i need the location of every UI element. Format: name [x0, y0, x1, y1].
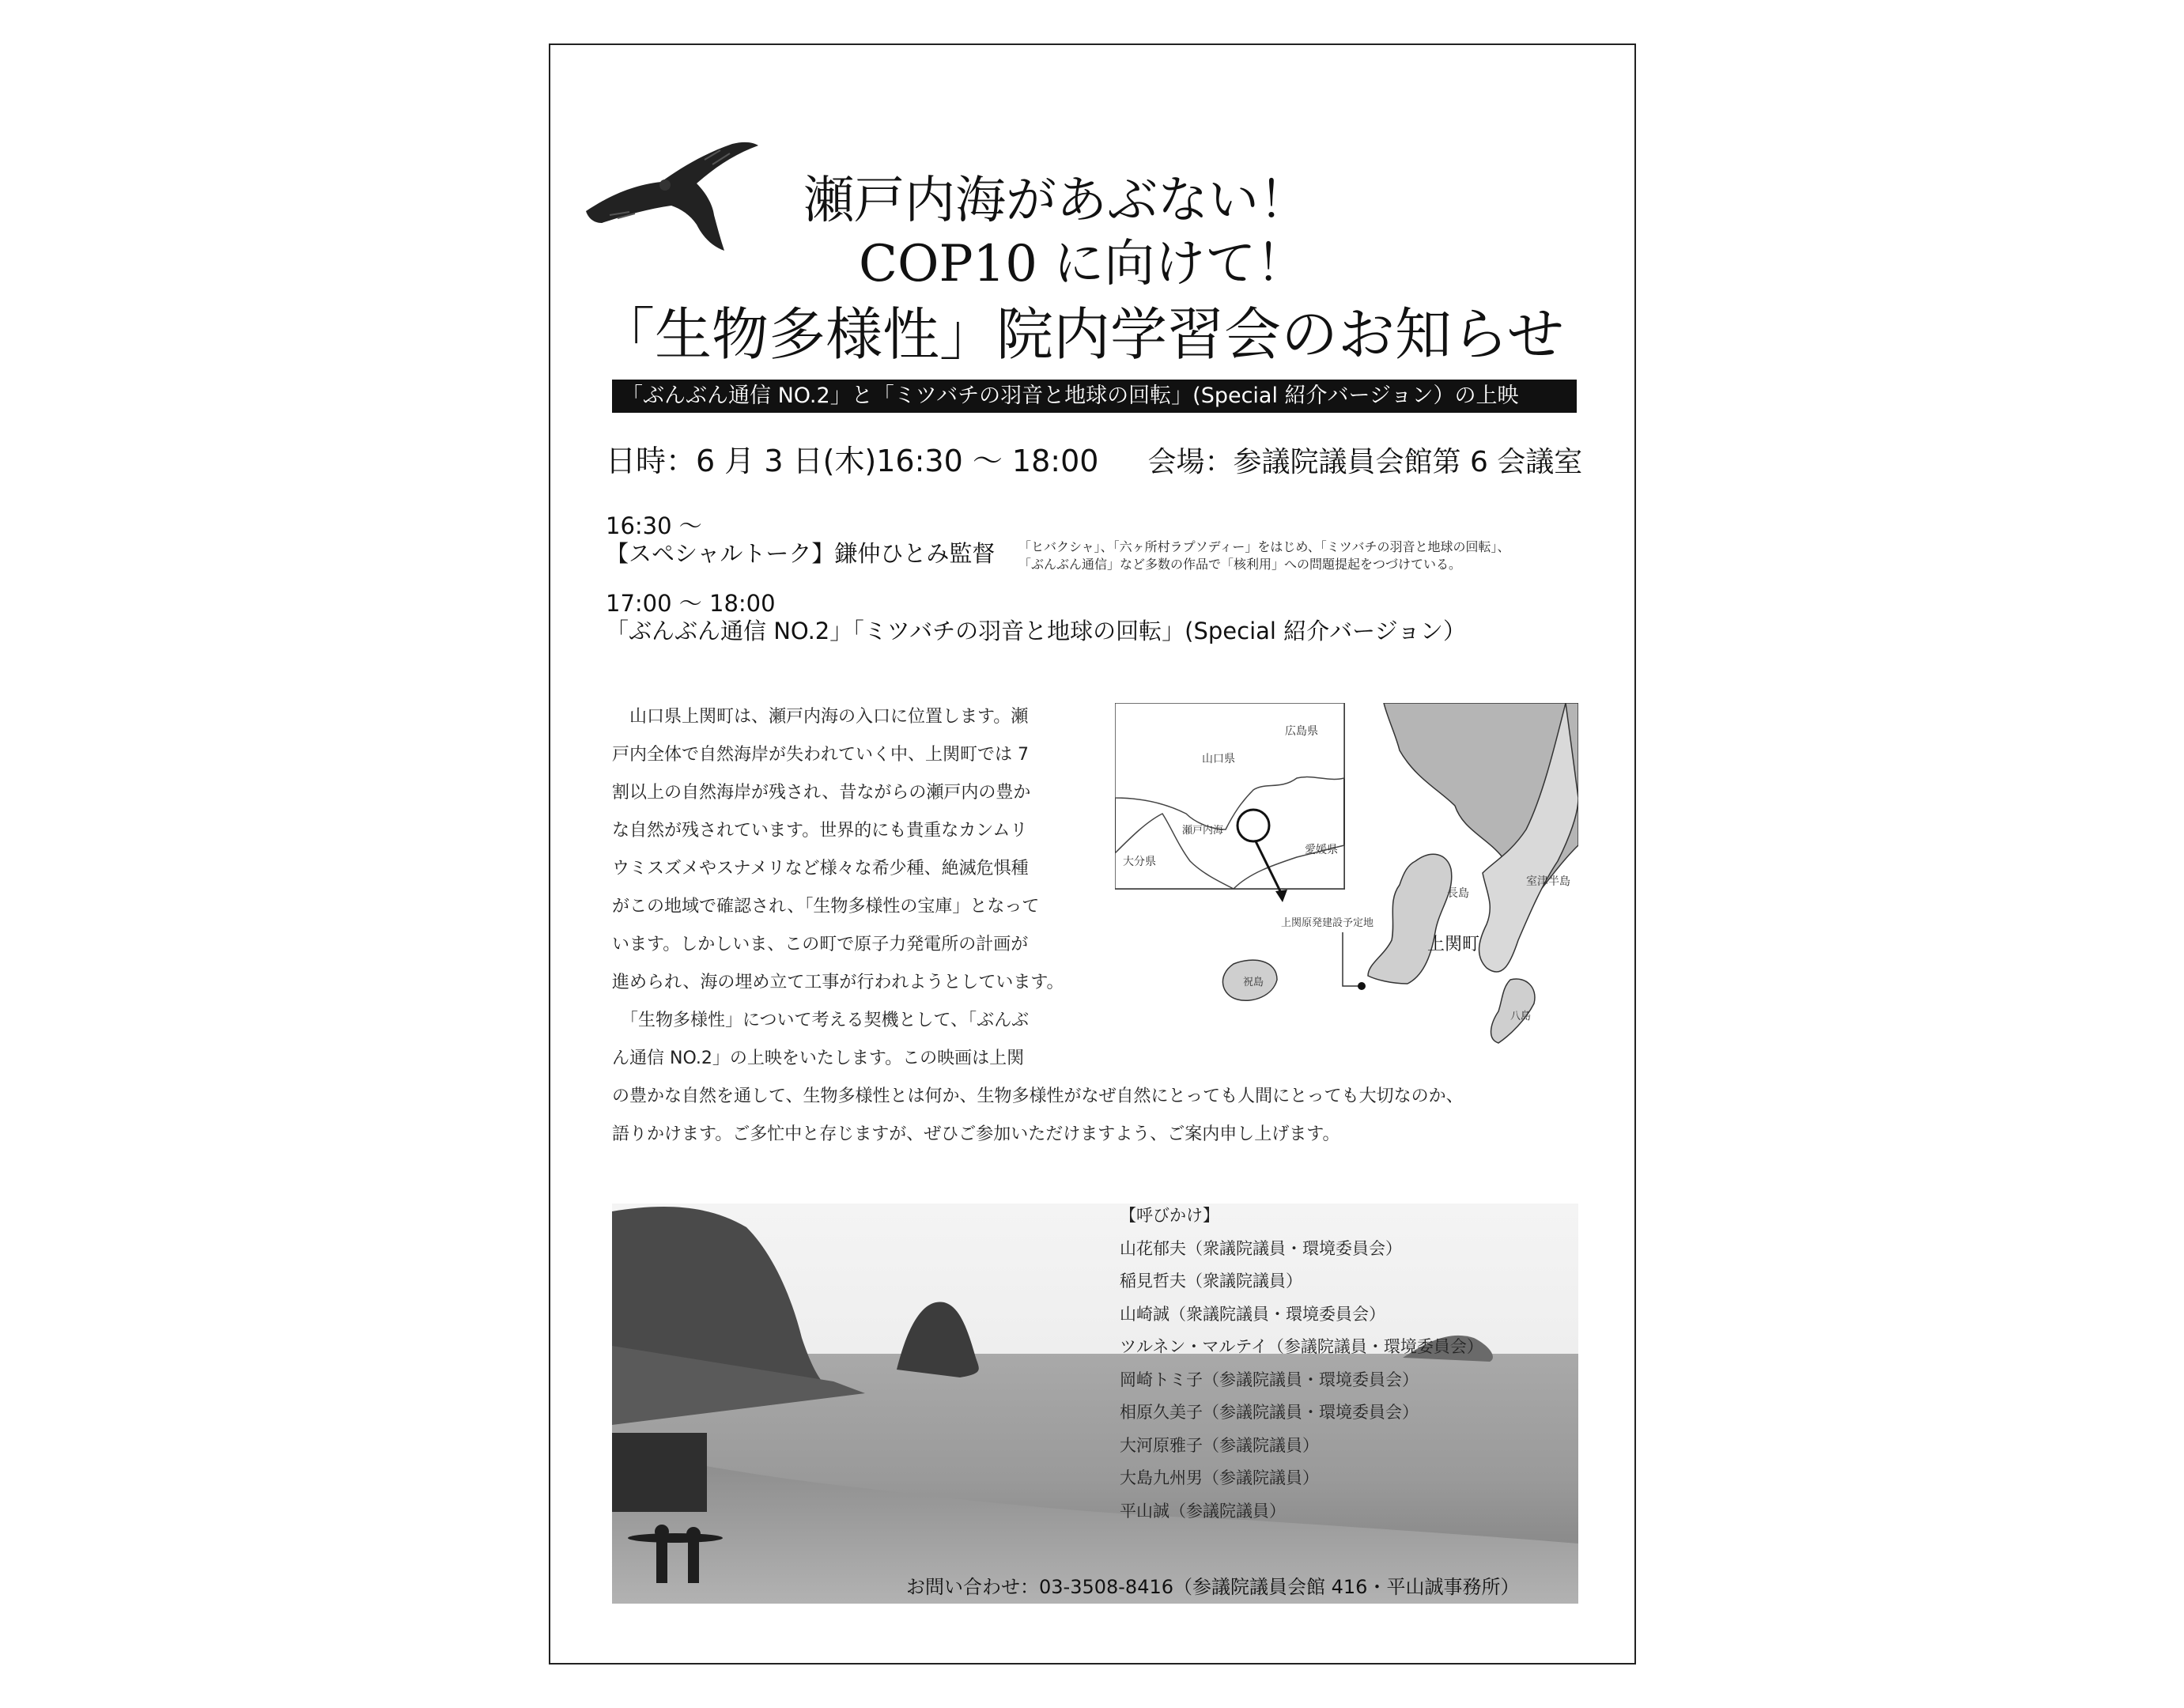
map-label-site: 上関原発建設予定地 — [1281, 916, 1374, 928]
body-line: 語りかけます。ご多忙中と存じますが、ぜひご参加いただけますよう、ご案内申し上げます。 — [612, 1124, 1340, 1144]
screening-banner: 「ぶんぶん通信 NO.2」と「ミツバチの羽音と地球の回転」(Special 紹介バージョン）の上映 — [612, 380, 1577, 413]
kaminoseki-map — [1115, 703, 1578, 1060]
body-line: ん通信 NO.2」の上映をいたします。この映画は上関 — [612, 1049, 1025, 1068]
map-label-kaminoseki: 上関町 — [1427, 934, 1480, 954]
organizer-name: 平山誠（参議院議員） — [1120, 1501, 1286, 1521]
director-note — [1018, 538, 1510, 572]
body-line: ウミスズメやスナメリなど様々な希少種、絶滅危惧種 — [612, 859, 1029, 879]
body-line: 割以上の自然海岸が残され、昔ながらの瀬戸内の豊か — [612, 783, 1031, 803]
event-info — [606, 436, 1582, 480]
organizer-name: 岡崎トミ子（参議院議員・環境委員会） — [1120, 1370, 1419, 1389]
organizer-name: ツルネン・マルテイ（参議院議員・環境委員会） — [1120, 1337, 1483, 1356]
map-label-nagashima: 長島 — [1447, 886, 1469, 899]
kite-bird-icon — [586, 136, 760, 263]
body-line: の豊かな自然を通して、生物多様性とは何か、生物多様性がなぜ自然にとっても人間にとっても大切なのか、 — [612, 1086, 1464, 1106]
body-line: 山口県上関町は、瀬戸内海の入口に位置します。瀬 — [612, 707, 1029, 727]
schedule-time-1: 16:30 〜 — [606, 512, 702, 539]
schedule-title-1: 【スペシャルトーク】鎌仲ひとみ監督 — [606, 540, 996, 567]
schedule-time-2: 17:00 〜 18:00 — [606, 590, 776, 617]
organizers-heading: 【呼びかけ】 — [1120, 1206, 1219, 1225]
organizers-list — [1120, 1200, 1483, 1528]
director-note-line-1: 「ヒバクシャ」、「六ヶ所村ラプソディー」をはじめ、「ミツバチの羽音と地球の回転」、 — [1018, 539, 1510, 554]
organizer-name: 山花郁夫（衆議院議員・環境委員会） — [1120, 1238, 1402, 1258]
organizer-name: 大島九州男（参議院議員） — [1120, 1468, 1319, 1487]
body-text-wide — [612, 1078, 1585, 1154]
organizer-name: 相原久美子（参議院議員・環境委員会） — [1120, 1403, 1419, 1422]
organizer-name: 山崎誠（衆議院議員・環境委員会） — [1120, 1304, 1385, 1324]
organizer-name: 稲見哲夫（衆議院議員） — [1120, 1272, 1302, 1290]
map-label-hiroshima: 広島県 — [1285, 724, 1318, 737]
map-label-oita: 大分県 — [1123, 855, 1156, 867]
body-line: 「生物多様性」について考える契機として、「ぶんぶ — [612, 1011, 1030, 1030]
body-line: な自然が残されています。世界的にも貴重なカンムリ — [612, 821, 1028, 841]
event-venue: 会場：参議院議員会館第 6 会議室 — [1147, 446, 1583, 478]
map-label-yamaguchi: 山口県 — [1202, 752, 1235, 765]
body-line: います。しかしいま、この町で原子力発電所の計画が — [612, 935, 1029, 954]
map-label-yashima: 八島 — [1510, 1010, 1532, 1022]
title-line-3: 「生物多様性」院内学習会のお知らせ — [598, 301, 1564, 368]
title-line-2: COP10 に向けて！ — [859, 235, 1307, 293]
map-label-murotsu: 室津半島 — [1526, 875, 1570, 887]
body-line: 戸内全体で自然海岸が失われていく中、上関町では 7 — [612, 745, 1029, 765]
map-label-iwaishima: 祝島 — [1243, 976, 1264, 988]
title-line-1: 瀬戸内海があぶない！ — [803, 172, 1309, 230]
flyer-page — [549, 43, 1636, 1665]
director-note-line-2: 「ぶんぶん通信」など多数の作品で「核利用」への問題提起をつづけている。 — [1018, 556, 1462, 572]
body-text-column — [612, 698, 1102, 1078]
event-datetime: 日時：6 月 3 日(木)16:30 〜 18:00 — [606, 444, 1099, 478]
map-label-ehime: 愛媛県 — [1305, 843, 1338, 856]
organizer-name: 大河原雅子（参議院議員） — [1120, 1435, 1319, 1455]
inquiry-contact: お問い合わせ：03-3508-8416（参議院議員会館 416・平山誠事務所） — [906, 1576, 1520, 1598]
map-label-seto: 瀬戸内海 — [1182, 824, 1224, 836]
body-line: 進められ、海の埋め立て工事が行われようとしています。 — [612, 973, 1064, 992]
schedule-title-2: 「ぶんぶん通信 NO.2」「ミツバチの羽音と地球の回転」(Special 紹介バージョン） — [606, 618, 1467, 644]
body-line: がこの地域で確認され、「生物多様性の宝庫」となって — [612, 897, 1040, 916]
